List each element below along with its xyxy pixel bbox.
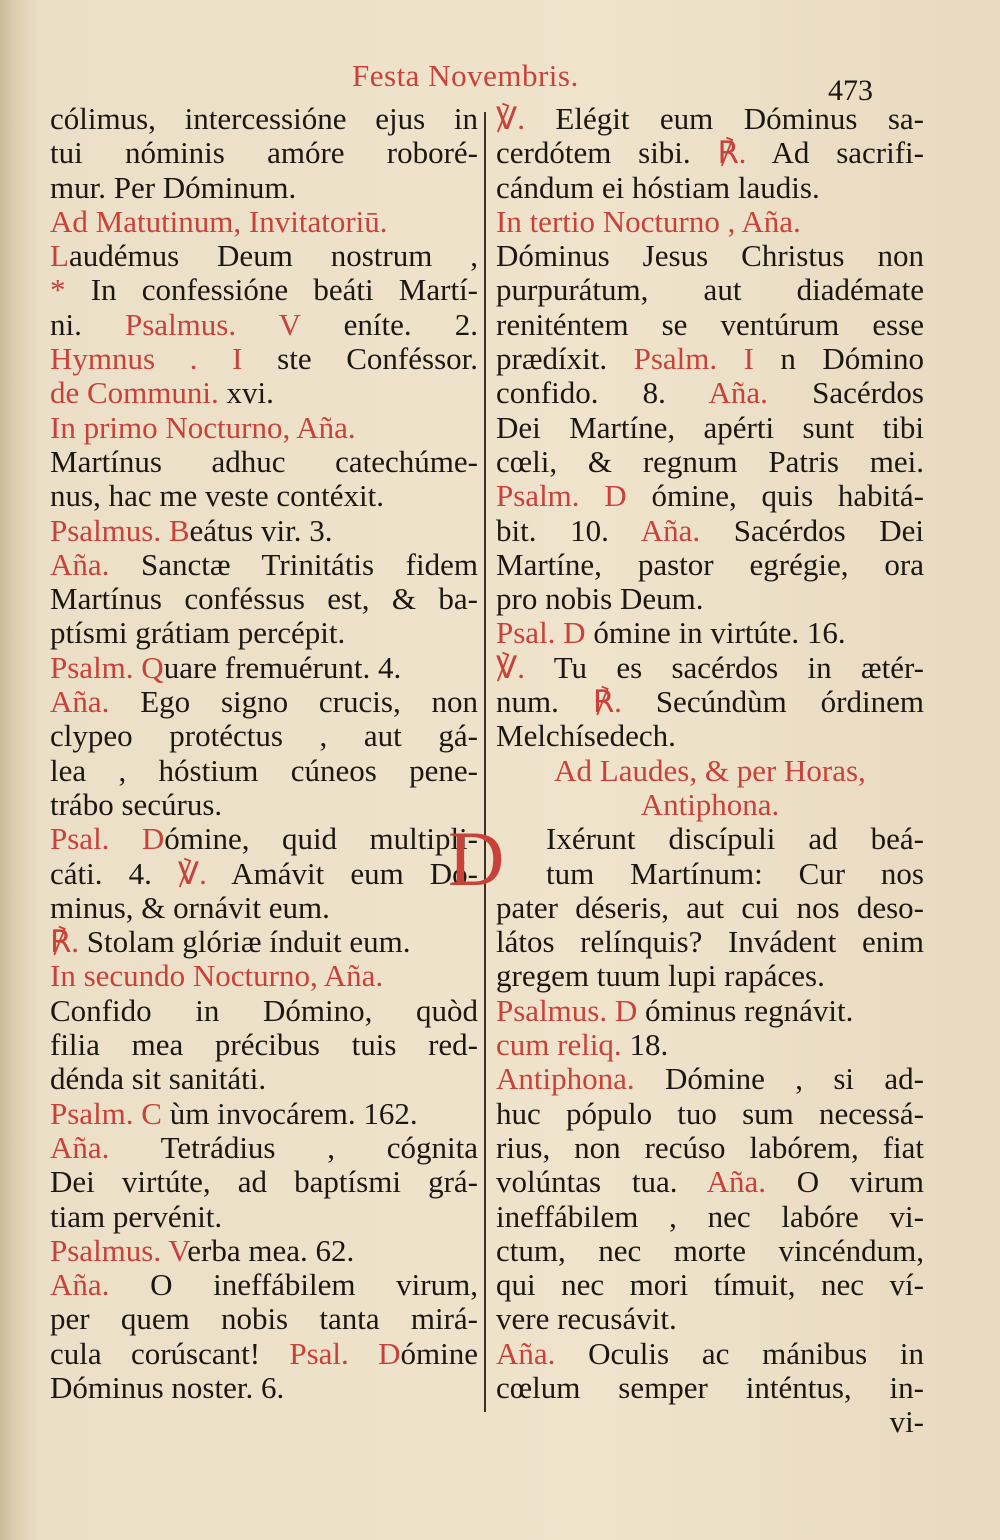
left-line xyxy=(50,1268,478,1302)
body-text: mur. Per Dóminum. xyxy=(50,169,297,205)
body-text: per quem nobis tanta mirá- xyxy=(50,1301,478,1337)
left-line xyxy=(50,308,478,342)
body-text: Stolam glóriæ índuit eum. xyxy=(78,924,411,960)
left-line xyxy=(50,273,478,307)
column-divider xyxy=(484,112,486,1412)
right-line xyxy=(496,891,924,925)
body-text: qui nec mori tímuit, nec ví- xyxy=(496,1267,924,1303)
right-line xyxy=(496,994,924,1028)
rubric-text: Psalm. C xyxy=(50,1095,162,1131)
body-text: Tetrádius , cógnita xyxy=(109,1129,478,1165)
right-line xyxy=(496,1131,924,1165)
body-text: filia mea précibus tuis red- xyxy=(50,1027,478,1063)
rubric-text: Psalm. I xyxy=(633,341,754,377)
left-line xyxy=(50,445,478,479)
right-line xyxy=(496,1302,924,1336)
right-line xyxy=(496,1028,924,1062)
rubric-text: Psalm. Q xyxy=(50,649,164,685)
left-line xyxy=(50,822,478,856)
right-line xyxy=(496,1200,924,1234)
rubric-text: Hymnus . I xyxy=(50,341,243,377)
right-line xyxy=(496,685,924,719)
body-text: num. xyxy=(496,684,593,720)
body-text: Oculis ac mánibus in xyxy=(555,1335,924,1371)
rubric-text: * xyxy=(50,272,91,308)
right-line xyxy=(496,754,924,788)
rubric-text: Aña. xyxy=(708,375,768,411)
right-line xyxy=(496,411,924,445)
left-line xyxy=(50,788,478,822)
body-text: cerdótem sibi. xyxy=(496,135,718,171)
body-text: ómine, quid multipli- xyxy=(164,821,478,857)
body-text: Martínus adhuc catechúme- xyxy=(50,443,478,479)
left-line xyxy=(50,959,478,993)
rubric-text: Antiphona. xyxy=(640,786,780,822)
body-text: ómine in virtúte. 16. xyxy=(585,615,846,651)
body-text: O ineffábilem virum, xyxy=(109,1267,478,1303)
rubric-text: ℟. xyxy=(592,684,622,720)
body-text: Sacérdos Dei xyxy=(700,512,924,548)
rubric-text: Aña. xyxy=(50,684,110,720)
left-line xyxy=(50,1200,478,1234)
body-text: látos relínquis? Invádent enim xyxy=(496,924,924,960)
left-line xyxy=(50,514,478,548)
left-line xyxy=(50,1234,478,1268)
rubric-text: Psalmus. D xyxy=(496,992,638,1028)
rubric-text: Aña. xyxy=(50,1267,110,1303)
rubric-text: Psalm. D xyxy=(496,478,627,514)
body-text: uare fremuérunt. 4. xyxy=(163,649,402,685)
left-line xyxy=(50,136,478,170)
right-line xyxy=(496,857,924,891)
right-line xyxy=(496,1371,924,1405)
right-line xyxy=(496,308,924,342)
body-text: ómine xyxy=(400,1335,478,1371)
body-text: Dómine , si ad- xyxy=(634,1061,924,1097)
body-text: volúntas tua. xyxy=(496,1164,707,1200)
body-text: Sanctæ Trinitátis fidem xyxy=(109,546,478,582)
rubric-text: Ad Laudes, & per Horas, xyxy=(554,752,866,788)
right-line xyxy=(496,342,924,376)
body-text: Dei Martíne, apérti sunt tibi xyxy=(496,409,924,445)
body-text: pater déseris, aut cui nos deso- xyxy=(496,889,924,925)
right-column xyxy=(448,101,924,1440)
right-line xyxy=(496,651,924,685)
right-line xyxy=(496,959,924,993)
left-line xyxy=(50,994,478,1028)
right-line xyxy=(496,171,924,205)
body-text: purpurátum, aut diadémate xyxy=(496,272,924,308)
body-text: dénda sit sanitáti. xyxy=(50,1061,267,1097)
body-text: trábo secúrus. xyxy=(50,786,223,822)
right-line xyxy=(496,582,924,616)
rubric-text: ℟. xyxy=(717,135,747,171)
body-text: ineffábilem , nec labóre vi- xyxy=(496,1198,924,1234)
right-line xyxy=(496,205,924,239)
body-text: Dóminus Jesus Christus non xyxy=(496,238,924,274)
rubric-text: Aña. xyxy=(50,1129,110,1165)
right-line xyxy=(496,788,924,822)
body-text: Amávit eum Dó- xyxy=(206,855,479,891)
right-line xyxy=(496,1268,924,1302)
body-text: prædíxit. xyxy=(496,341,634,377)
left-line xyxy=(50,754,478,788)
body-text: n Dómino xyxy=(753,341,924,377)
body-text: O virum xyxy=(765,1164,924,1200)
right-line xyxy=(496,136,924,170)
body-text: erba mea. 62. xyxy=(187,1232,355,1268)
right-line xyxy=(496,514,924,548)
rubric-text: In tertio Nocturno , Aña. xyxy=(496,203,801,239)
body-text: cœlum semper inténtus, in- xyxy=(496,1369,924,1405)
rubric-text: Aña. xyxy=(50,546,110,582)
right-line xyxy=(496,1337,924,1371)
body-text: Secúndùm órdinem xyxy=(621,684,924,720)
left-line xyxy=(50,1131,478,1165)
body-text: vere recusávit. xyxy=(496,1301,677,1337)
right-line xyxy=(496,239,924,273)
rubric-text: Psal. D xyxy=(496,615,586,651)
left-line xyxy=(50,1062,478,1096)
body-text: Melchísedech. xyxy=(496,718,676,754)
right-line xyxy=(496,1097,924,1131)
rubric-text: L xyxy=(50,238,69,274)
right-line xyxy=(496,1062,924,1096)
body-text: ùm invocárem. 162. xyxy=(161,1095,418,1131)
left-line xyxy=(50,1371,478,1405)
rubric-text: Psalmus. V xyxy=(125,306,301,342)
rubric-text: Ad Matutinum, Invitatoriū. xyxy=(50,203,388,239)
body-text: Ixérunt discípuli ad beá- xyxy=(546,821,924,857)
facing-page-bleed xyxy=(0,90,14,390)
body-text: tum Martínum: Cur nos xyxy=(546,855,924,891)
left-line xyxy=(50,342,478,376)
body-text: Elégit eum Dóminus sa- xyxy=(524,101,924,136)
rubric-text: Aña. xyxy=(496,1335,556,1371)
body-text: Tu es sacérdos in ætér- xyxy=(524,649,924,685)
body-text: cœli, & regnum Patris mei. xyxy=(496,443,924,479)
left-line xyxy=(50,685,478,719)
left-line xyxy=(50,239,478,273)
right-line xyxy=(496,273,924,307)
rubric-text: ℣. xyxy=(496,101,525,136)
body-text: Dei virtúte, ad baptísmi grá- xyxy=(50,1164,478,1200)
body-text: ni. xyxy=(50,306,125,342)
body-text: ctum, nec morte vincéndum, xyxy=(496,1232,924,1268)
body-text: ptísmi grátiam percépit. xyxy=(50,615,346,651)
body-text: cólimus, intercessióne ejus in xyxy=(50,101,478,136)
rubric-text: de Communi. xyxy=(50,375,219,411)
body-text: Ego signo crucis, non xyxy=(109,684,478,720)
body-text: gregem tuum lupi rapáces. xyxy=(496,958,825,994)
left-line xyxy=(50,205,478,239)
catchword: vi- xyxy=(889,1404,924,1440)
body-text: Martíne, pastor egrégie, ora xyxy=(496,546,924,582)
rubric-text: Aña. xyxy=(640,512,701,548)
body-text: clypeo protéctus , aut gá- xyxy=(50,718,478,754)
body-text: ste Conféssor. xyxy=(242,341,479,377)
left-line xyxy=(50,171,478,205)
running-head: Festa Novembris. xyxy=(352,58,579,93)
body-text: eátus vir. 3. xyxy=(189,512,333,548)
left-line xyxy=(50,1302,478,1336)
rubric-text: ℣. xyxy=(177,855,207,891)
body-text: Martínus conféssus est, & ba- xyxy=(50,581,478,617)
left-line xyxy=(50,411,478,445)
right-line xyxy=(496,1165,924,1199)
rubric-text: Aña. xyxy=(706,1164,766,1200)
body-text: cula corúscant! xyxy=(50,1335,290,1371)
body-text: rius, non recúso labórem, fiat xyxy=(496,1129,924,1165)
left-line xyxy=(50,548,478,582)
body-text: tui nóminis amóre roboré- xyxy=(50,135,478,171)
body-text: Ad sacrifi- xyxy=(746,135,924,171)
body-text: tiam pervénit. xyxy=(50,1198,223,1234)
rubric-text: Psalmus. B xyxy=(50,512,190,548)
body-text: pro nobis Deum. xyxy=(496,581,704,617)
body-text: minus, & ornávit eum. xyxy=(50,889,330,925)
left-line xyxy=(50,857,478,891)
drop-capital: D xyxy=(448,815,505,903)
right-line xyxy=(496,719,924,753)
right-line xyxy=(496,925,924,959)
left-line xyxy=(50,1097,478,1131)
body-text: audémus Deum nostrum , xyxy=(68,238,478,274)
left-line xyxy=(50,1337,478,1371)
body-text: eníte. 2. xyxy=(300,306,478,342)
body-text: reniténtem se ventúrum esse xyxy=(496,306,924,342)
left-line xyxy=(50,651,478,685)
rubric-text: ℣. xyxy=(496,649,525,685)
rubric-text: In primo Nocturno, Aña. xyxy=(50,409,356,445)
body-text: óminus regnávit. xyxy=(637,992,854,1028)
left-line xyxy=(50,376,478,410)
right-line xyxy=(496,376,924,410)
left-line xyxy=(50,719,478,753)
body-text: In confessióne beáti Martí- xyxy=(90,272,479,308)
right-line xyxy=(496,1234,924,1268)
left-line xyxy=(50,582,478,616)
left-line xyxy=(50,102,478,136)
rubric-text: Antiphona. xyxy=(496,1061,635,1097)
left-line xyxy=(50,616,478,650)
body-text: ómine, quis habitá- xyxy=(626,478,924,514)
right-line xyxy=(496,445,924,479)
page-number: 473 xyxy=(828,74,873,107)
right-line xyxy=(496,479,924,513)
rubric-text: cum reliq. xyxy=(496,1027,622,1063)
left-line xyxy=(50,479,478,513)
body-text: lea , hóstium cúneos pene- xyxy=(50,752,478,788)
rubric-text: ℟. xyxy=(50,924,79,960)
left-column xyxy=(50,102,478,1405)
body-text: cáti. 4. xyxy=(50,855,178,891)
body-text: cándum ei hóstiam laudis. xyxy=(496,169,820,205)
right-line xyxy=(496,102,924,136)
rubric-text: Psal. D xyxy=(289,1335,401,1371)
right-line xyxy=(496,616,924,650)
body-text: Dóminus noster. 6. xyxy=(50,1369,285,1405)
body-text: Sacérdos xyxy=(767,375,924,411)
body-text: huc pópulo tuo sum necessá- xyxy=(496,1095,924,1131)
body-text: xvi. xyxy=(218,375,274,411)
body-text: Confido in Dómino, quòd xyxy=(50,992,478,1028)
body-text: 18. xyxy=(621,1027,669,1063)
body-text: confido. 8. xyxy=(496,375,709,411)
rubric-text: Psal. D xyxy=(50,821,165,857)
body-text: nus, hac me veste contéxit. xyxy=(50,478,385,514)
left-line xyxy=(50,925,478,959)
body-text: bit. 10. xyxy=(496,512,641,548)
left-line xyxy=(50,1165,478,1199)
left-line xyxy=(50,1028,478,1062)
right-line xyxy=(496,548,924,582)
left-line xyxy=(50,891,478,925)
rubric-text: Psalmus. V xyxy=(50,1232,188,1268)
rubric-text: In secundo Nocturno, Aña. xyxy=(50,958,384,994)
